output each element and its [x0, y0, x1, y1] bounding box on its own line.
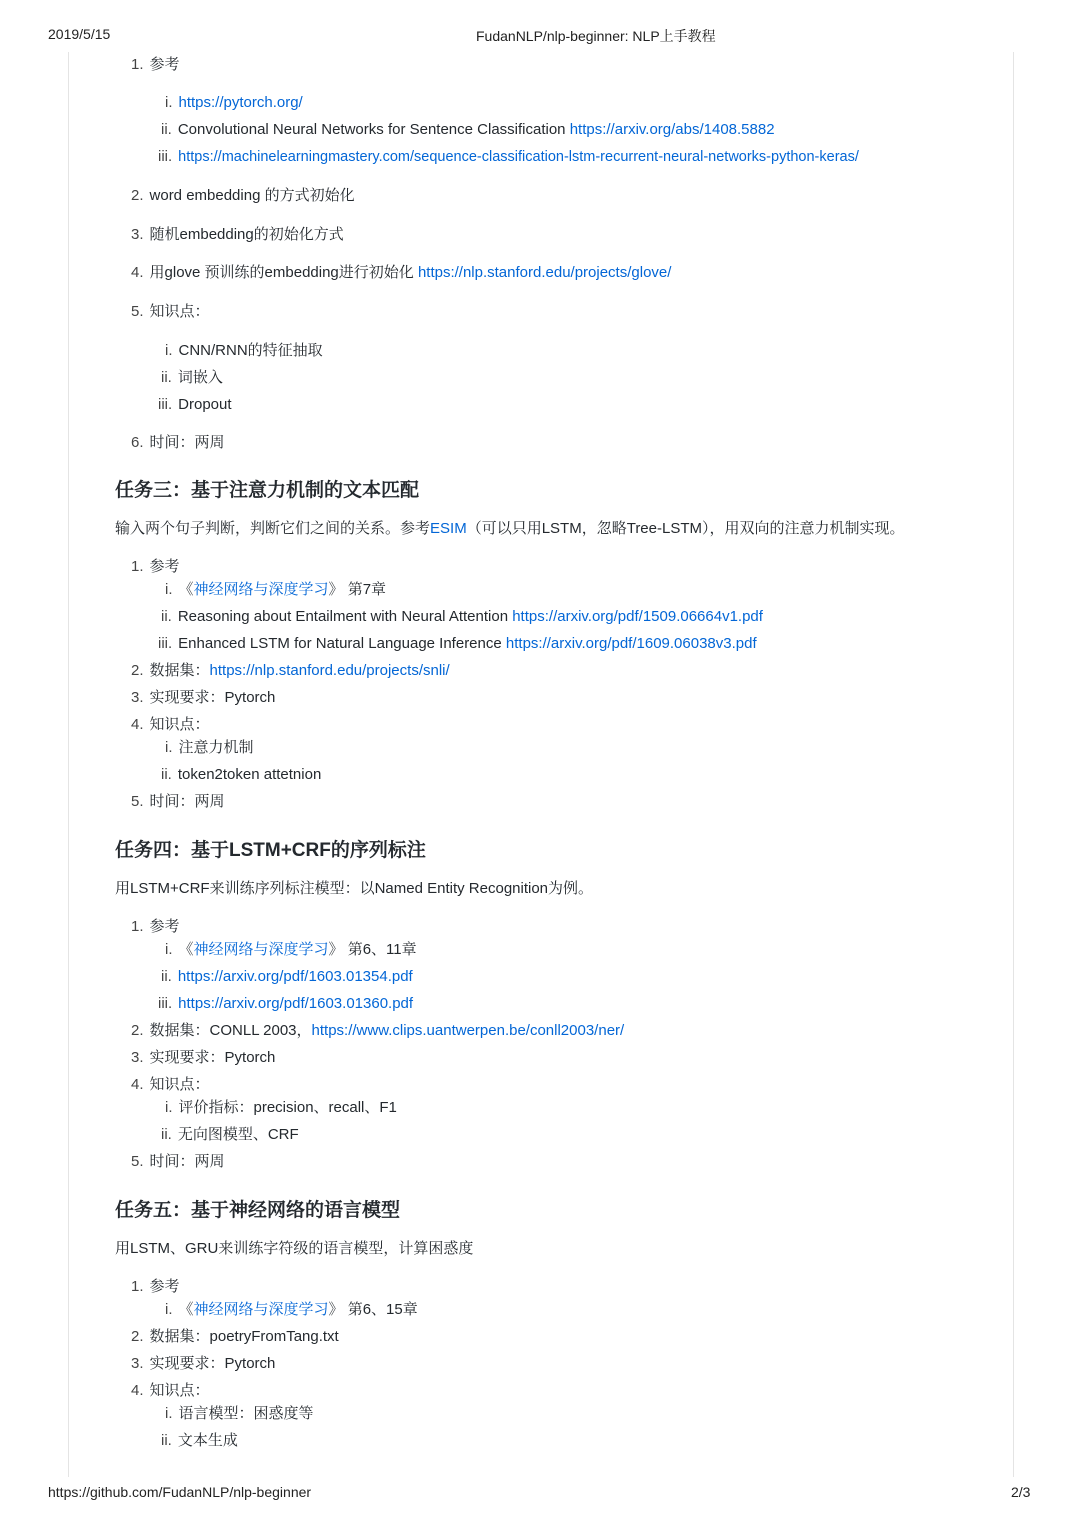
sub-item	[165, 1404, 314, 1424]
list-number: 1.	[131, 558, 144, 575]
page-number: 2/3	[1011, 1484, 1031, 1500]
list-text: 数据集：poetryFromTang.txt	[149, 1328, 339, 1345]
reference-link[interactable]: https://pytorch.org/	[178, 94, 303, 111]
sub-item	[158, 994, 413, 1014]
reference-link[interactable]: https://arxiv.org/pdf/1509.06664v1.pdf	[512, 608, 763, 625]
sub-text: token2token attetnion	[177, 766, 322, 783]
reference-link[interactable]: https://arxiv.org/abs/1408.5882	[569, 121, 775, 138]
list-item	[131, 661, 450, 681]
sub-item	[161, 1125, 299, 1145]
sub-item	[165, 341, 323, 361]
sub-text: 》 第6、11章	[328, 941, 417, 958]
list-item	[131, 433, 225, 453]
sub-number: ii.	[161, 1126, 172, 1143]
list-item	[131, 688, 275, 708]
sub-text: CNN/RNN的特征抽取	[178, 342, 323, 359]
list-text: 时间：两周	[149, 434, 225, 451]
list-text: 时间：两周	[149, 1153, 225, 1170]
list-item-ref	[131, 1277, 180, 1297]
esim-link[interactable]: ESIM	[430, 520, 467, 537]
sub-number: i.	[165, 1405, 173, 1422]
sub-text: 词嵌入	[177, 369, 223, 386]
sub-text: Enhanced LSTM for Natural Language Inference	[178, 635, 506, 652]
sub-text: Dropout	[178, 396, 232, 413]
reference-link[interactable]: https://arxiv.org/pdf/1609.06038v3.pdf	[505, 635, 757, 652]
section-heading: 任务五：基于神经网络的语言模型	[115, 1200, 401, 1221]
desc-text: 输入两个句子判断，判断它们之间的关系。参考	[115, 520, 431, 537]
book-link[interactable]: 神经网络与深度学习	[193, 581, 329, 598]
sub-number: iii.	[158, 396, 173, 413]
reference-link[interactable]: https://machinelearningmastery.com/sequence-classification-lstm-recurrent-neural-networks-python-keras/	[178, 149, 859, 165]
sub-text: 语言模型：困惑度等	[178, 1405, 314, 1422]
sub-number: ii.	[161, 968, 172, 985]
list-text: 知识点：	[149, 303, 210, 320]
dataset-link[interactable]: https://www.clips.uantwerpen.be/conll2003/ner/	[311, 1022, 625, 1039]
list-number: 5.	[131, 793, 144, 810]
list-number: 3.	[131, 1049, 144, 1066]
sub-text: Convolutional Neural Networks for Sentence Classification	[177, 121, 570, 138]
sub-item	[161, 120, 775, 140]
list-text: 知识点：	[149, 1382, 210, 1399]
sub-item	[161, 368, 223, 388]
list-number: 2.	[131, 1328, 144, 1345]
print-title: FudanNLP/nlp-beginner: NLP上手教程	[476, 28, 716, 44]
list-text: 用glove 预训练的embedding进行初始化	[149, 264, 418, 281]
list-text: 数据集：	[149, 662, 210, 679]
list-number: 6.	[131, 434, 144, 451]
sub-number: iii.	[158, 995, 173, 1012]
list-item	[131, 302, 210, 322]
list-text: 实现要求：Pytorch	[149, 689, 276, 706]
sub-text: 文本生成	[177, 1432, 238, 1449]
sub-number: ii.	[161, 121, 172, 138]
list-number: 2.	[131, 662, 144, 679]
sub-text: 《	[178, 941, 194, 958]
list-item-label: 参考	[149, 1278, 180, 1295]
sub-text: 评价指标：precision、recall、F1	[178, 1099, 397, 1116]
glove-link[interactable]: https://nlp.stanford.edu/projects/glove/	[417, 264, 672, 281]
sub-text: 注意力机制	[178, 739, 254, 756]
list-item-label: 参考	[149, 918, 180, 935]
section-description	[115, 519, 905, 539]
sub-number: i.	[165, 1099, 173, 1116]
sub-item	[165, 580, 386, 600]
list-text: 实现要求：Pytorch	[149, 1049, 276, 1066]
list-number: 3.	[131, 689, 144, 706]
list-text: 数据集：CONLL 2003，	[149, 1022, 312, 1039]
sub-number: ii.	[161, 766, 172, 783]
sub-item	[161, 607, 763, 627]
print-date: 2019/5/15	[48, 26, 111, 42]
sub-item	[158, 395, 232, 415]
list-text: 知识点：	[149, 1076, 210, 1093]
sub-item	[165, 1300, 418, 1320]
list-item	[131, 186, 355, 206]
section-heading: 任务四：基于LSTM+CRF的序列标注	[115, 840, 426, 861]
section-description: 用LSTM+CRF来训练序列标注模型：以Named Entity Recognition为例。	[115, 880, 594, 897]
list-item	[131, 1354, 275, 1374]
sub-number: i.	[165, 1301, 173, 1318]
sub-number: i.	[165, 342, 173, 359]
list-number: 5.	[131, 1153, 144, 1170]
list-item	[131, 715, 210, 735]
sub-text: 《	[178, 1301, 194, 1318]
desc-text: （可以只用LSTM，忽略Tree-LSTM），用双向的注意力机制实现。	[466, 520, 905, 537]
list-text: 随机embedding的初始化方式	[149, 226, 344, 243]
sub-item	[158, 634, 757, 654]
list-item	[131, 1327, 339, 1347]
sub-text: 无向图模型、CRF	[177, 1126, 299, 1143]
sub-number: i.	[165, 94, 173, 111]
reference-link[interactable]: https://arxiv.org/pdf/1603.01354.pdf	[177, 968, 413, 985]
list-number: 4.	[131, 716, 144, 733]
section-heading: 任务三：基于注意力机制的文本匹配	[115, 480, 420, 501]
list-item	[131, 225, 344, 245]
list-item-ref	[131, 55, 180, 75]
list-number: 1.	[131, 918, 144, 935]
list-item	[131, 792, 225, 812]
list-number: 3.	[131, 1355, 144, 1372]
sub-item	[158, 147, 859, 167]
dataset-link[interactable]: https://nlp.stanford.edu/projects/snli/	[209, 662, 450, 679]
list-item-label: 参考	[149, 56, 180, 73]
section-description: 用LSTM、GRU来训练字符级的语言模型，计算困惑度	[115, 1240, 474, 1257]
sub-number: iii.	[158, 148, 173, 165]
print-url: https://github.com/FudanNLP/nlp-beginner	[48, 1484, 312, 1500]
list-item	[131, 1048, 275, 1068]
list-number: 4.	[131, 1382, 144, 1399]
list-number: 5.	[131, 303, 144, 320]
sub-item	[161, 967, 413, 987]
sub-item	[165, 940, 417, 960]
list-text: word embedding 的方式初始化	[149, 187, 355, 204]
sub-text: 》 第6、15章	[328, 1301, 418, 1318]
sub-item	[165, 738, 254, 758]
list-item-label: 参考	[149, 558, 180, 575]
reference-link[interactable]: https://arxiv.org/pdf/1603.01360.pdf	[178, 995, 414, 1012]
list-text: 时间：两周	[149, 793, 225, 810]
sub-number: ii.	[161, 608, 172, 625]
list-item	[131, 1152, 225, 1172]
sub-text: 》 第7章	[328, 581, 387, 598]
book-link[interactable]: 神经网络与深度学习	[193, 941, 329, 958]
list-item-ref	[131, 557, 180, 577]
list-item-ref	[131, 917, 180, 937]
list-item	[131, 1075, 210, 1095]
sub-item	[161, 1431, 238, 1451]
book-link[interactable]: 神经网络与深度学习	[193, 1301, 329, 1318]
sub-text: 《	[178, 581, 194, 598]
list-number: 2.	[131, 187, 144, 204]
list-text: 实现要求：Pytorch	[149, 1355, 276, 1372]
list-number: 4.	[131, 1076, 144, 1093]
list-number: 2.	[131, 1022, 144, 1039]
sub-item	[161, 765, 321, 785]
list-item	[131, 263, 671, 283]
list-text: 知识点：	[149, 716, 210, 733]
sub-number: i.	[165, 941, 173, 958]
sub-number: iii.	[158, 635, 173, 652]
list-number: 3.	[131, 226, 144, 243]
sub-number: i.	[165, 739, 173, 756]
sub-item	[165, 93, 303, 113]
list-item	[131, 1021, 624, 1041]
sub-text: Reasoning about Entailment with Neural Attention	[177, 608, 513, 625]
sub-number: i.	[165, 581, 173, 598]
sub-number: ii.	[161, 369, 172, 386]
sub-item	[165, 1098, 397, 1118]
list-number: 1.	[131, 56, 144, 73]
sub-number: ii.	[161, 1432, 172, 1449]
list-item	[131, 1381, 210, 1401]
list-number: 1.	[131, 1278, 144, 1295]
list-number: 4.	[131, 264, 144, 281]
